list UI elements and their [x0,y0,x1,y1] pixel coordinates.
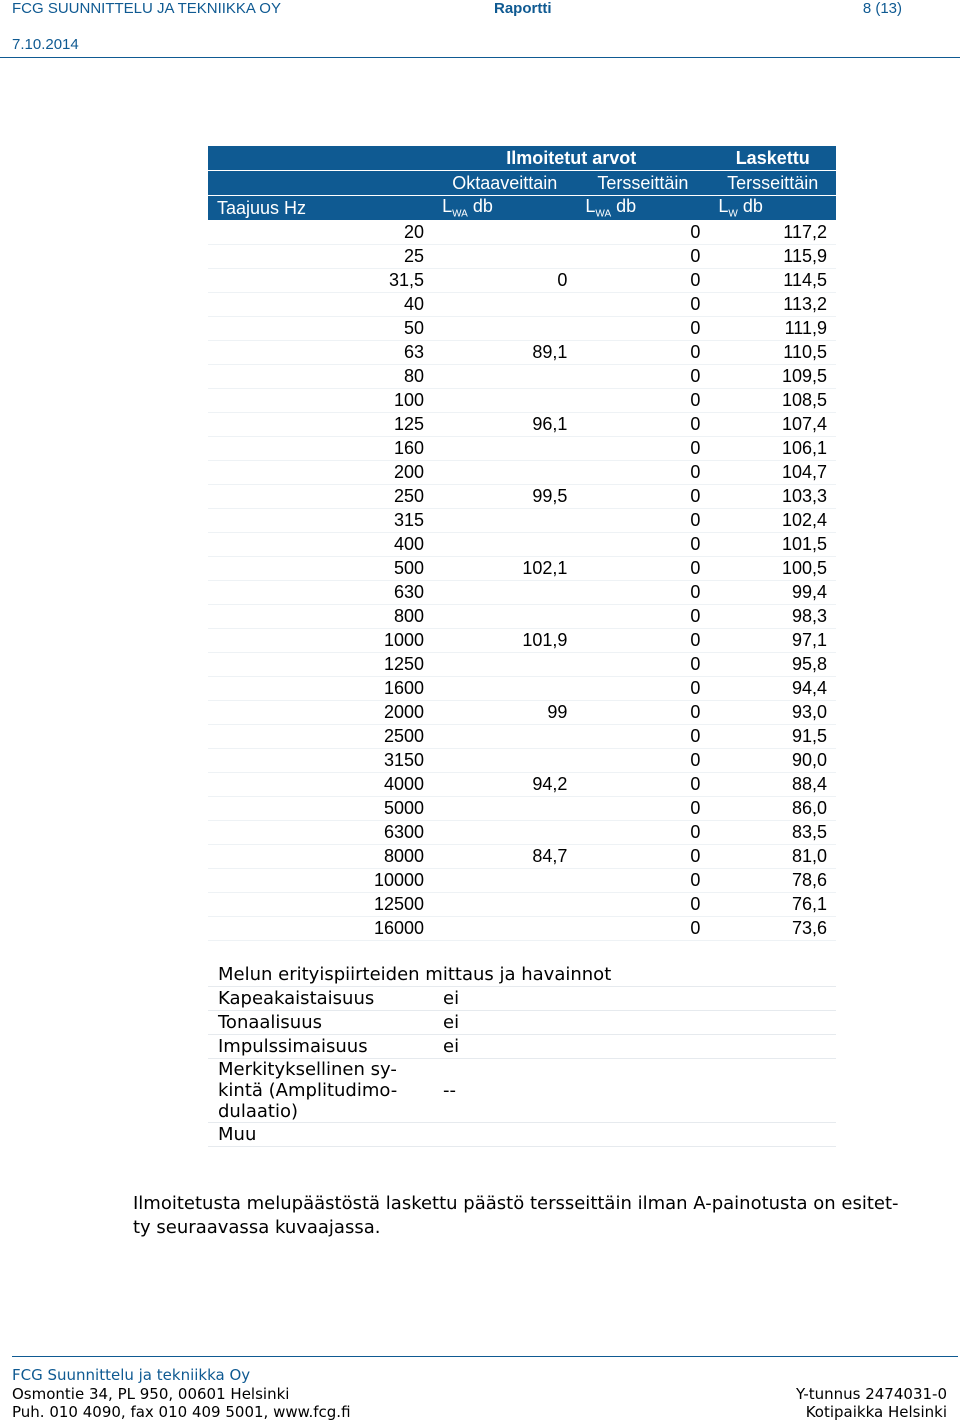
table-row [208,533,836,557]
cell-calculated: 117,2 [709,221,836,245]
cell-frequency: 160 [208,437,433,461]
cell-octave [433,461,576,485]
cell-calculated: 99,4 [709,581,836,605]
cell-calculated: 106,1 [709,437,836,461]
cell-octave [433,797,576,821]
cell-octave: 99,5 [433,485,576,509]
cell-third: 0 [576,749,709,773]
header-empty [208,171,433,196]
cell-third: 0 [576,293,709,317]
table-row [208,221,836,245]
cell-calculated: 114,5 [709,269,836,293]
cell-calculated: 93,0 [709,701,836,725]
observations-heading: Melun erityispiirteiden mittaus ja havainnot [208,963,836,987]
observation-value: ei [433,987,836,1011]
cell-octave: 94,2 [433,773,576,797]
cell-frequency: 80 [208,365,433,389]
cell-third: 0 [576,725,709,749]
table-row [208,605,836,629]
cell-calculated: 81,0 [709,845,836,869]
cell-third: 0 [576,893,709,917]
cell-frequency: 5000 [208,797,433,821]
subheader-third-declared: Tersseittäin [576,171,709,196]
cell-frequency: 250 [208,485,433,509]
observation-row [208,987,836,1011]
cell-calculated: 78,6 [709,869,836,893]
table-row [208,509,836,533]
cell-frequency: 40 [208,293,433,317]
observation-row [208,1035,836,1059]
table-row [208,725,836,749]
observation-label: Muu [208,1123,433,1147]
cell-calculated: 102,4 [709,509,836,533]
cell-third: 0 [576,773,709,797]
table-row [208,893,836,917]
cell-third: 0 [576,269,709,293]
observation-label: Kapeakaistaisuus [208,987,433,1011]
cell-third: 0 [576,917,709,941]
table-row [208,269,836,293]
cell-frequency: 1600 [208,677,433,701]
cell-frequency: 25 [208,245,433,269]
cell-calculated: 101,5 [709,533,836,557]
observation-value: ei [433,1011,836,1035]
cell-octave [433,293,576,317]
cell-third: 0 [576,389,709,413]
group-calculated-header: Laskettu [709,146,836,171]
cell-octave [433,317,576,341]
column-frequency: Taajuus Hz [208,196,433,221]
cell-octave [433,725,576,749]
cell-frequency: 630 [208,581,433,605]
cell-third: 0 [576,245,709,269]
cell-third: 0 [576,677,709,701]
cell-octave: 89,1 [433,341,576,365]
chart-note: Ilmoitetusta melupäästöstä laskettu päästö tersseittäin ilman A-painotusta on esitet- ty seuraavassa kuvaajassa. [133,1193,899,1238]
header-date: 7.10.2014 [12,36,79,53]
noise-emission-table [208,146,836,941]
cell-calculated: 113,2 [709,293,836,317]
cell-third: 0 [576,629,709,653]
cell-calculated: 98,3 [709,605,836,629]
cell-frequency: 500 [208,557,433,581]
cell-third: 0 [576,413,709,437]
table-row [208,557,836,581]
table-row [208,389,836,413]
column-calculated-unit: $L_W$ db [709,196,836,221]
cell-octave [433,365,576,389]
cell-third: 0 [576,821,709,845]
cell-calculated: 103,3 [709,485,836,509]
cell-third: 0 [576,845,709,869]
cell-calculated: 108,5 [709,389,836,413]
cell-octave: 99 [433,701,576,725]
observation-label: Impulssimaisuus [208,1035,433,1059]
subheader-octave: Oktaaveittain [433,171,576,196]
footer-divider [12,1356,958,1357]
table-row [208,365,836,389]
cell-octave [433,869,576,893]
cell-third: 0 [576,317,709,341]
column-octave-unit: $L_{WA}$ db [433,196,576,221]
cell-third: 0 [576,221,709,245]
cell-calculated: 100,5 [709,557,836,581]
cell-calculated: 104,7 [709,461,836,485]
cell-third: 0 [576,797,709,821]
cell-octave [433,509,576,533]
table-row [208,797,836,821]
cell-octave: 0 [433,269,576,293]
observation-value [433,1123,836,1147]
cell-third: 0 [576,701,709,725]
cell-octave: 101,9 [433,629,576,653]
cell-frequency: 1000 [208,629,433,653]
cell-octave [433,221,576,245]
table-row [208,677,836,701]
cell-frequency: 2000 [208,701,433,725]
cell-octave [433,749,576,773]
cell-calculated: 110,5 [709,341,836,365]
cell-octave [433,389,576,413]
table-row [208,461,836,485]
observation-label: Merkityksellinen sy- kintä (Amplitudimo- dulaatio) [208,1059,433,1123]
table-row [208,869,836,893]
cell-third: 0 [576,653,709,677]
cell-octave: 96,1 [433,413,576,437]
cell-octave [433,821,576,845]
cell-calculated: 94,4 [709,677,836,701]
cell-frequency: 31,5 [208,269,433,293]
observation-label: Tonaalisuus [208,1011,433,1035]
cell-frequency: 63 [208,341,433,365]
cell-calculated: 91,5 [709,725,836,749]
cell-calculated: 107,4 [709,413,836,437]
cell-frequency: 50 [208,317,433,341]
cell-frequency: 8000 [208,845,433,869]
cell-frequency: 16000 [208,917,433,941]
cell-octave [433,533,576,557]
table-row [208,293,836,317]
table-row [208,629,836,653]
cell-calculated: 97,1 [709,629,836,653]
cell-third: 0 [576,581,709,605]
cell-third: 0 [576,605,709,629]
cell-frequency: 800 [208,605,433,629]
cell-frequency: 6300 [208,821,433,845]
observation-row [208,1059,836,1123]
cell-calculated: 86,0 [709,797,836,821]
cell-octave [433,581,576,605]
cell-calculated: 111,9 [709,317,836,341]
table-row [208,821,836,845]
cell-third: 0 [576,461,709,485]
cell-octave: 102,1 [433,557,576,581]
group-declared-header: Ilmoitetut arvot [433,146,709,171]
cell-frequency: 315 [208,509,433,533]
cell-third: 0 [576,869,709,893]
column-third-unit: $L_{WA}$ db [576,196,709,221]
table-row [208,701,836,725]
cell-calculated: 73,6 [709,917,836,941]
cell-octave [433,917,576,941]
cell-frequency: 2500 [208,725,433,749]
observation-row [208,1123,836,1147]
footer-address: Osmontie 34, PL 950, 00601 Helsinki [12,1385,290,1403]
table-row [208,341,836,365]
footer-company: FCG Suunnittelu ja tekniikka Oy [12,1366,251,1384]
table-row [208,245,836,269]
cell-third: 0 [576,509,709,533]
cell-frequency: 12500 [208,893,433,917]
cell-calculated: 95,8 [709,653,836,677]
header-page-number: 8 (13) [862,0,902,17]
cell-calculated: 109,5 [709,365,836,389]
page-header [0,0,960,60]
table-row [208,917,836,941]
cell-third: 0 [576,437,709,461]
table-row [208,653,836,677]
footer-business-id: Y-tunnus 2474031-0 [795,1385,947,1403]
table-row [208,749,836,773]
cell-octave [433,653,576,677]
table-row [208,773,836,797]
header-company: FCG SUUNNITTELU JA TEKNIIKKA OY [12,0,281,17]
cell-frequency: 20 [208,221,433,245]
cell-calculated: 88,4 [709,773,836,797]
table-row [208,845,836,869]
cell-third: 0 [576,365,709,389]
footer-domicile: Kotipaikka Helsinki [805,1403,947,1421]
observation-row [208,1011,836,1035]
cell-frequency: 125 [208,413,433,437]
table-row [208,317,836,341]
cell-frequency: 400 [208,533,433,557]
header-divider [0,57,960,58]
cell-octave [433,893,576,917]
cell-octave [433,437,576,461]
table-row [208,413,836,437]
cell-third: 0 [576,557,709,581]
cell-frequency: 200 [208,461,433,485]
table-row [208,485,836,509]
cell-frequency: 1250 [208,653,433,677]
cell-third: 0 [576,485,709,509]
header-title: Raportti [494,0,552,17]
cell-octave: 84,7 [433,845,576,869]
cell-third: 0 [576,533,709,557]
observation-value: ei [433,1035,836,1059]
footer-contact: Puh. 010 4090, fax 010 409 5001, www.fcg.fi [12,1403,351,1421]
cell-calculated: 115,9 [709,245,836,269]
cell-frequency: 100 [208,389,433,413]
cell-frequency: 4000 [208,773,433,797]
observations-table [208,963,836,1147]
cell-frequency: 3150 [208,749,433,773]
cell-calculated: 76,1 [709,893,836,917]
subheader-third-calculated: Tersseittäin [709,171,836,196]
cell-third: 0 [576,341,709,365]
cell-calculated: 90,0 [709,749,836,773]
observation-value: -- [433,1059,836,1123]
table-row [208,437,836,461]
cell-octave [433,245,576,269]
table-row [208,581,836,605]
cell-octave [433,605,576,629]
header-empty [208,146,433,171]
cell-octave [433,677,576,701]
cell-calculated: 83,5 [709,821,836,845]
cell-frequency: 10000 [208,869,433,893]
